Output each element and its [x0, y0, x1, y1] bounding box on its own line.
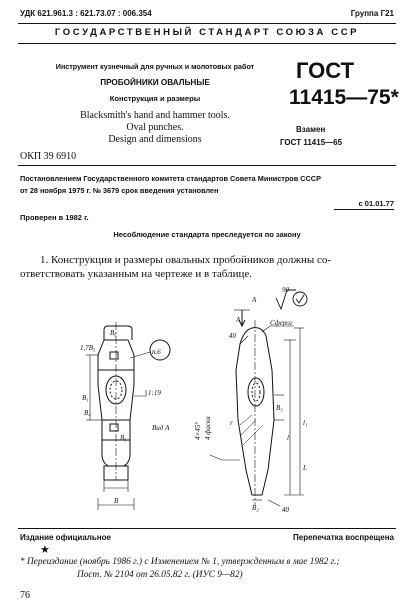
dim-b4: B₄	[84, 409, 91, 417]
dim-r: r	[230, 419, 233, 427]
dim-l1: l₁	[303, 419, 308, 427]
dim-b6: B₆	[110, 329, 117, 337]
roughness-value: 90	[282, 286, 289, 294]
dim-b2: B₂	[252, 504, 259, 512]
dim-1-7b5: 1,7B₅	[80, 344, 96, 352]
chamfer-angle: 4×45°	[194, 421, 202, 440]
subtitle-ru: Конструкция и размеры	[109, 94, 201, 103]
category-ru: Инструмент кузнечный для ручных и молотовых работ	[55, 62, 255, 71]
star-mark: ★	[40, 544, 50, 556]
view-a-top: А	[252, 296, 257, 304]
dim-40-bottom: 40	[282, 506, 289, 514]
sphere-label: Сферог	[270, 319, 293, 327]
dim-b: B	[114, 497, 119, 505]
reprint-prohibited: Перепечатка воспрещена	[293, 533, 394, 542]
checked-year: Проверен в 1982 г.	[20, 213, 89, 222]
subtitle-en: Design and dimensions	[108, 134, 202, 145]
udk-code: УДК 621.961.3 : 621.73.07 : 006.354	[20, 9, 152, 18]
replaces-label: Взамен	[296, 125, 326, 134]
edition-official: Издание официальное	[20, 533, 111, 542]
title-ru: ПРОБОЙНИКИ ОВАЛЬНЫЕ	[100, 78, 210, 87]
page-number: 76	[20, 590, 30, 601]
chamfer-count: 4 фаски	[204, 416, 212, 440]
reissue-note-1: * Переиздание (ноябрь 1986 г.) с Изменением № 1, утвержденным в мае 1982 г.;	[20, 557, 340, 567]
title-en: Oval punches.	[126, 122, 184, 133]
effective-date: с 01.01.77	[358, 199, 394, 208]
right-oval-eye	[248, 378, 264, 406]
dim-b5: B₅	[120, 434, 127, 442]
dim-40-top: 40	[229, 332, 236, 340]
footer-rule	[18, 528, 396, 529]
banner-title: ГОСУДАРСТВЕННЫЙ СТАНДАРТ СОЮЗА ССР	[54, 27, 360, 38]
left-head	[104, 326, 132, 340]
dim-b3: B₃	[276, 404, 283, 412]
category-en: Blacksmith's hand and hammer tools.	[80, 110, 230, 121]
callout-label: п.6	[152, 348, 161, 356]
view-arrow-label: А	[236, 316, 241, 324]
reissue-note-2: Пост. № 2104 от 26.05.82 г. (ИУС 9—82)	[77, 570, 243, 580]
taper-label: 1:19	[148, 389, 161, 397]
decree-line-2: от 28 ноября 1975 г. № 3679 срок введения установлен	[20, 186, 219, 195]
law-warning: Несоблюдение стандарта преследуется по закону	[113, 230, 301, 239]
replaces-value: ГОСТ 11415—65	[280, 138, 343, 147]
view-a-label: Вид А	[152, 424, 170, 432]
okp-code: ОКП 39 6910	[20, 151, 77, 162]
paragraph-1-line-2: ответствовать указанным на чертеже и в таблице.	[20, 268, 252, 280]
dim-b1: B₁	[82, 394, 89, 402]
gost-label: ГОСТ	[296, 58, 355, 83]
decree-line-1: Постановлением Государственного комитета стандартов Совета Министров СССР	[20, 174, 321, 183]
gost-number: 11415—75*	[289, 86, 399, 109]
paragraph-1-line-1: 1. Конструкция и размеры овальных пробойников должны со-	[40, 254, 332, 266]
dim-l-total: L	[303, 464, 307, 472]
group-code: Группа Г21	[350, 9, 394, 18]
dim-l: l	[287, 434, 289, 442]
